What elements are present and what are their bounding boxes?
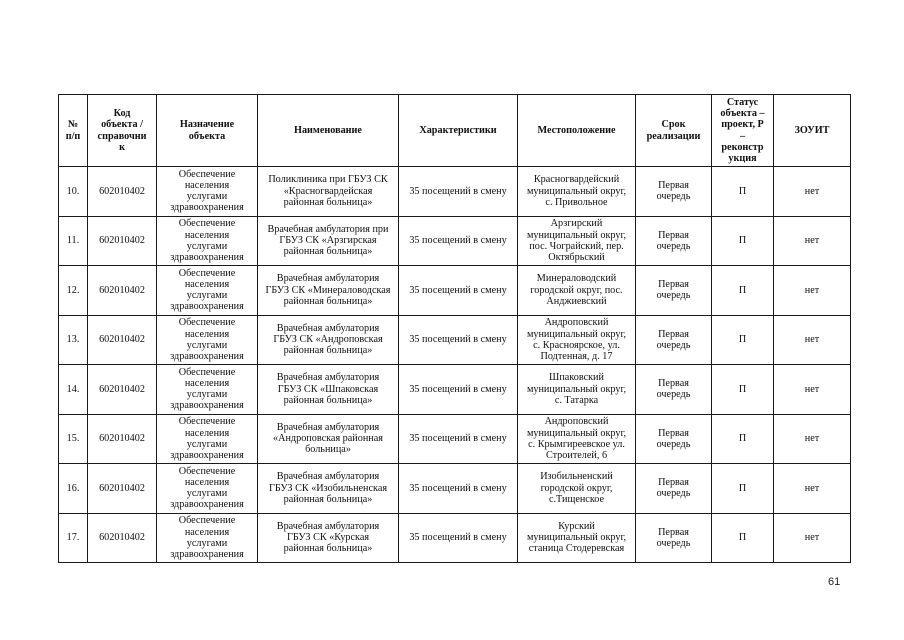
cell-zouit: нет (774, 365, 851, 415)
header-num: № п/п (59, 95, 88, 167)
cell-term: Первая очередь (636, 315, 712, 365)
cell-name: Врачебная амбулатория ГБУЗ СК «Изобильненская районная больница» (258, 464, 399, 514)
cell-name: Врачебная амбулатория «Андроповская районная больница» (258, 414, 399, 464)
cell-characteristics: 35 посещений в смену (399, 216, 518, 266)
cell-purpose: Обеспечение населения услугами здравоохранения (157, 414, 258, 464)
cell-zouit: нет (774, 414, 851, 464)
cell-name: Поликлиника при ГБУЗ СК «Красногвардейская районная больница» (258, 167, 399, 217)
cell-term: Первая очередь (636, 365, 712, 415)
header-characteristics: Характеристики (399, 95, 518, 167)
table-row (59, 315, 851, 365)
cell-location: Курский муниципальный округ, станица Стодеревская (518, 513, 636, 563)
cell-characteristics: 35 посещений в смену (399, 167, 518, 217)
cell-purpose: Обеспечение населения услугами здравоохранения (157, 167, 258, 217)
cell-name: Врачебная амбулатория ГБУЗ СК «Андроповская районная больница» (258, 315, 399, 365)
cell-term: Первая очередь (636, 513, 712, 563)
page-number: 61 (828, 576, 841, 588)
cell-name: Врачебная амбулатория при ГБУЗ СК «Арзгирская районная больница» (258, 216, 399, 266)
cell-term: Первая очередь (636, 266, 712, 316)
cell-location: Шпаковский муниципальный округ, с. Татарка (518, 365, 636, 415)
cell-status: П (712, 513, 774, 563)
table-row (59, 464, 851, 514)
cell-status: П (712, 266, 774, 316)
cell-purpose: Обеспечение населения услугами здравоохранения (157, 464, 258, 514)
cell-name: Врачебная амбулатория ГБУЗ СК «Минераловодская районная больница» (258, 266, 399, 316)
cell-num: 16. (59, 464, 88, 514)
cell-characteristics: 35 посещений в смену (399, 513, 518, 563)
table-row (59, 167, 851, 217)
cell-code: 602010402 (88, 414, 157, 464)
cell-purpose: Обеспечение населения услугами здравоохранения (157, 216, 258, 266)
table-row (59, 365, 851, 415)
cell-code: 602010402 (88, 315, 157, 365)
cell-num: 10. (59, 167, 88, 217)
cell-code: 602010402 (88, 464, 157, 514)
cell-characteristics: 35 посещений в смену (399, 365, 518, 415)
table-row (59, 266, 851, 316)
cell-purpose: Обеспечение населения услугами здравоохранения (157, 513, 258, 563)
cell-name: Врачебная амбулатория ГБУЗ СК «Курская районная больница» (258, 513, 399, 563)
cell-code: 602010402 (88, 365, 157, 415)
cell-status: П (712, 365, 774, 415)
header-location: Местоположение (518, 95, 636, 167)
cell-location: Андроповский муниципальный округ, с. Крымгиреевское ул. Строителей, 6 (518, 414, 636, 464)
cell-location: Андроповский муниципальный округ, с. Красноярское, ул. Подтенная, д. 17 (518, 315, 636, 365)
cell-status: П (712, 464, 774, 514)
cell-status: П (712, 216, 774, 266)
cell-term: Первая очередь (636, 167, 712, 217)
cell-zouit: нет (774, 266, 851, 316)
cell-num: 11. (59, 216, 88, 266)
cell-zouit: нет (774, 464, 851, 514)
cell-characteristics: 35 посещений в смену (399, 315, 518, 365)
cell-location: Красногвардейский муниципальный округ, с. Привольное (518, 167, 636, 217)
cell-zouit: нет (774, 167, 851, 217)
cell-location: Арзгирский муниципальный округ, пос. Чограйский, пер. Октябрьский (518, 216, 636, 266)
table-row (59, 414, 851, 464)
cell-num: 15. (59, 414, 88, 464)
cell-code: 602010402 (88, 216, 157, 266)
facilities-table (58, 94, 851, 563)
header-zouit: ЗОУИТ (774, 95, 851, 167)
cell-term: Первая очередь (636, 414, 712, 464)
cell-characteristics: 35 посещений в смену (399, 266, 518, 316)
cell-code: 602010402 (88, 266, 157, 316)
cell-zouit: нет (774, 216, 851, 266)
header-purpose: Назначение объекта (157, 95, 258, 167)
cell-purpose: Обеспечение населения услугами здравоохранения (157, 365, 258, 415)
cell-zouit: нет (774, 315, 851, 365)
cell-status: П (712, 414, 774, 464)
header-status: Статус объекта – проект, Р – реконстр укция (712, 95, 774, 167)
cell-purpose: Обеспечение населения услугами здравоохранения (157, 266, 258, 316)
cell-num: 17. (59, 513, 88, 563)
header-name: Наименование (258, 95, 399, 167)
cell-zouit: нет (774, 513, 851, 563)
cell-code: 602010402 (88, 167, 157, 217)
cell-status: П (712, 315, 774, 365)
cell-status: П (712, 167, 774, 217)
table-header-row (59, 95, 851, 167)
cell-code: 602010402 (88, 513, 157, 563)
header-term: Срок реализации (636, 95, 712, 167)
table-row (59, 513, 851, 563)
cell-term: Первая очередь (636, 464, 712, 514)
cell-characteristics: 35 посещений в смену (399, 414, 518, 464)
header-code: Код объекта / справочни к (88, 95, 157, 167)
cell-location: Минераловодский городской округ, пос. Анджиевский (518, 266, 636, 316)
cell-term: Первая очередь (636, 216, 712, 266)
cell-location: Изобильненский городской округ, с.Тищенское (518, 464, 636, 514)
cell-num: 13. (59, 315, 88, 365)
cell-num: 12. (59, 266, 88, 316)
table-row (59, 216, 851, 266)
cell-num: 14. (59, 365, 88, 415)
cell-name: Врачебная амбулатория ГБУЗ СК «Шпаковская районная больница» (258, 365, 399, 415)
cell-purpose: Обеспечение населения услугами здравоохранения (157, 315, 258, 365)
cell-characteristics: 35 посещений в смену (399, 464, 518, 514)
